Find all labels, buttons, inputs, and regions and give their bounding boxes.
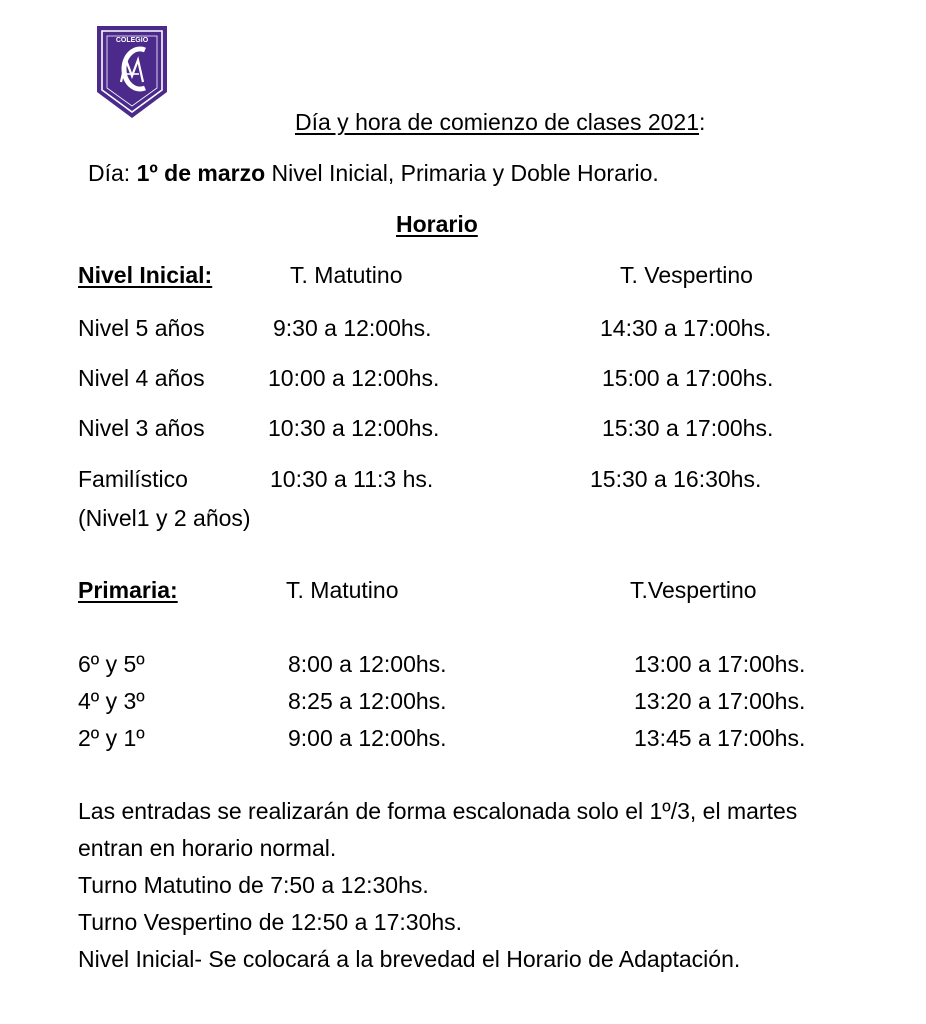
note-line: Turno Matutino de 7:50 a 12:30hs. — [78, 872, 429, 898]
table-row-name: 6º y 5º — [78, 651, 145, 677]
table-row-evening: 15:30 a 17:00hs. — [602, 415, 774, 441]
start-day-rest: Nivel Inicial, Primaria y Doble Horario. — [265, 160, 659, 186]
table-row-evening: 13:00 a 17:00hs. — [634, 651, 806, 677]
table-row-name: Nivel 5 años — [78, 315, 205, 341]
familistico-note: (Nivel1 y 2 años) — [78, 505, 251, 531]
table-row-evening: 13:45 a 17:00hs. — [634, 725, 806, 751]
table-row-morning: 9:30 a 12:00hs. — [273, 315, 432, 341]
page-title-colon: : — [699, 109, 706, 135]
logo-text: COLEGIO — [115, 37, 149, 44]
table-row-evening: 15:30 a 16:30hs. — [590, 466, 762, 492]
nivel-inicial-morning-header: T. Matutino — [290, 262, 403, 288]
table-row-name: Familístico — [78, 466, 188, 492]
start-day-label: Día: — [88, 160, 137, 186]
note-line: Nivel Inicial- Se colocará a la brevedad el Horario de Adaptación. — [78, 946, 741, 972]
table-row-name: 4º y 3º — [78, 688, 145, 714]
primaria-evening-header: T.Vespertino — [630, 577, 757, 603]
nivel-inicial-label: Nivel Inicial: — [78, 262, 213, 288]
note-line: Turno Vespertino de 12:50 a 17:30hs. — [78, 909, 463, 935]
table-row-morning: 8:25 a 12:00hs. — [288, 688, 447, 714]
school-crest-icon — [95, 24, 169, 120]
primaria-label: Primaria: — [78, 577, 178, 603]
table-row-morning: 10:30 a 11:3 hs. — [270, 466, 434, 492]
note-line: Las entradas se realizarán de forma escalonada solo el 1º/3, el martes — [78, 798, 798, 824]
table-row-name: 2º y 1º — [78, 725, 145, 751]
start-day-line — [88, 159, 659, 187]
table-row-evening: 14:30 a 17:00hs. — [600, 315, 772, 341]
page-title-text: Día y hora de comienzo de clases 2021 — [295, 109, 700, 135]
table-row-morning: 10:30 a 12:00hs. — [268, 415, 440, 441]
note-line: entran en horario normal. — [78, 835, 337, 861]
table-row-morning: 9:00 a 12:00hs. — [288, 725, 447, 751]
primaria-morning-header: T. Matutino — [286, 577, 399, 603]
start-date: 1º de marzo — [136, 160, 266, 186]
table-row-morning: 10:00 a 12:00hs. — [268, 365, 440, 391]
table-row-name: Nivel 4 años — [78, 365, 205, 391]
table-row-evening: 15:00 a 17:00hs. — [602, 365, 774, 391]
nivel-inicial-evening-header: T. Vespertino — [620, 262, 753, 288]
table-row-evening: 13:20 a 17:00hs. — [634, 688, 806, 714]
table-row-name: Nivel 3 años — [78, 415, 205, 441]
schedule-title: Horario — [396, 211, 478, 237]
table-row-morning: 8:00 a 12:00hs. — [288, 651, 447, 677]
page-title — [295, 108, 705, 136]
